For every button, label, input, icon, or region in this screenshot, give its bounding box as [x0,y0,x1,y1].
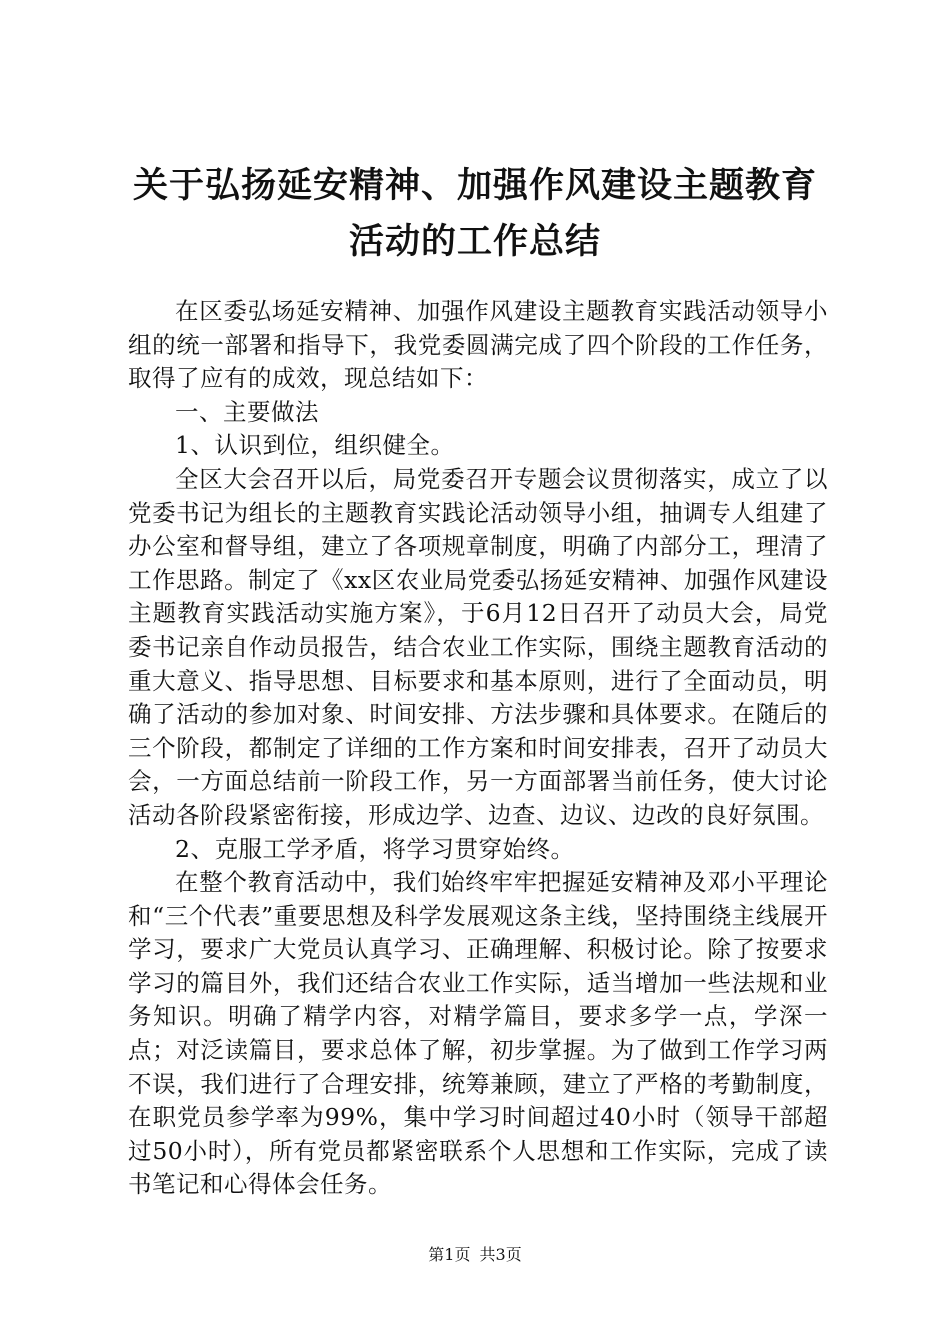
intro-paragraph: 在区委弘场延安精神、加强作风建设主题教育实践活动领导小组的统一部署和指导下，我党委圆满完成了四个阶段的工作任务，取得了应有的成效，现总结如下： [128,297,828,393]
section-heading-main-practices: 一、主要做法 [175,397,319,426]
page-footer [0,1244,950,1266]
subheading-organization: 1、认识到位，组织健全。 [175,431,455,460]
total-page-count: 共3页 [479,1245,522,1264]
organization-paragraph: 全区大会召开以后，局党委召开专题会议贯彻落实，成立了以党委书记为组长的主题教育实践论活动领导小组，抽调专人组建了办公室和督导组，建立了各项规章制度，明确了内部分工，理清了工作思路。制定了《xx区农业局党委弘扬延安精神、加强作风建设主题教育实践活动实施方案》，于6月12日召开了动员大会，局党委书记亲自作动员报告，结合农业工作实际，围绕主题教育活动的重大意义、指导思想、目标要求和基本原则，进行了全面动员，明确了活动的参加对象、时间安排、方法步骤和具体要求。在随后的三个阶段，都制定了详细的工作方案和时间安排表，召开了动员大会，一方面总结前一阶段工作，另一方面部署当前任务，使大讨论活动各阶段紧密衔接，形成边学、边查、边议、边改的良好氛围。 [128,464,828,829]
document-body [128,295,828,1202]
study-paragraph: 在整个教育活动中，我们始终牢牢把握延安精神及邓小平理论和“三个代表”重要思想及科学发展观这条主线，坚持围绕主线展开学习，要求广大党员认真学习、正确理解、积极讨论。除了按要求学习的篇目外，我们还结合农业工作实际，适当增加一些法规和业务知识。明确了精学内容，对精学篇目，要求多学一点，学深一点；对泛读篇目，要求总体了解，初步掌握。为了做到工作学习两不误，我们进行了合理安排，统筹兼顾，建立了严格的考勤制度，在职党员参学率为99%，集中学习时间超过40小时（领导干部超过50小时），所有党员都紧密联系个人思想和工作实际，完成了读书笔记和心得体会任务。 [128,868,828,1199]
document-title: 关于弘扬延安精神、加强作风建设主题教育活动的工作总结 [132,166,817,262]
subheading-study: 2、克服工学矛盾，将学习贯穿始终。 [175,834,575,863]
current-page-number: 第1页 [428,1245,471,1264]
